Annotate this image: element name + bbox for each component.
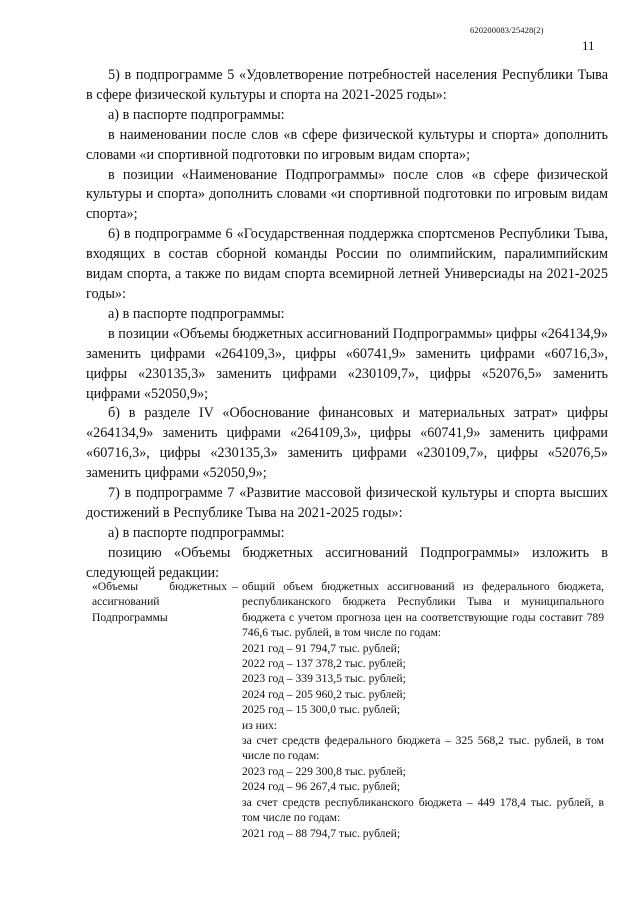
table-line: 2023 год – 339 313,5 тыс. рублей; [242,672,406,686]
table-line: из них: [242,718,278,732]
table-line: 2022 год – 137 378,2 тыс. рублей; [242,657,406,671]
paragraph-new-wording: позицию «Объемы бюджетных ассигнований Подпрограммы» изложить в следующей редакции: [86,544,608,581]
table-line: 2024 год – 205 960,2 тыс. рублей; [242,687,406,701]
document-code: 620200083/25428(2) [470,25,544,35]
table-line: 2021 год – 88 794,7 тыс. рублей; [242,826,401,840]
table-line: 2021 год – 91 794,7 тыс. рублей; [242,641,401,655]
paragraph-section-iv: б) в разделе IV «Обоснование финансовых и материальных затрат» цифры «264134,9» заменить цифрами «264109,3», цифры «60741,9» заменить цифрами «60716,3», цифры «230135,3» заменить цифрами «230109,7», цифры «52076,5» заменить цифрами «52050,9»; [86,405,608,482]
table-left-label: «Объемы бюджетных ассигнований Подпрограммы [92,580,227,624]
paragraph-allocation-figures: в позиции «Объемы бюджетных ассигнований Подпрограммы» цифры «264134,9» заменить цифрами «264109,3», цифры «60741,9» заменить цифрами «60716,3», цифры «230135,3» заменить цифрами «230109,7», цифры «52076,5» заменить цифрами «52050,9»; [86,325,608,402]
paragraph-item-6: 6) в подпрограмме 6 «Государственная поддержка спортсменов Республики Тыва, входящих в состав сборной команды России по олимпийским, паралимпийским видам спорта, а также по видам спорта всемирной летней Универсиады на 2021-2025 годы»: [86,226,608,302]
table-line: за счет средств федерального бюджета – 325 568,2 тыс. рублей, в том числе по годам: [242,734,604,763]
paragraph-item-5: 5) в подпрограмме 5 «Удовлетворение потребностей населения Республики Тыва в сфере физической культуры и спорта на 2021-2025 годы»: [86,67,608,103]
table-right-column [242,579,604,841]
table-line: 2024 год – 96 267,4 тыс. рублей; [242,780,401,794]
paragraph-passport-7: а) в паспорте подпрограммы: [108,524,285,541]
page-number: 11 [582,38,595,53]
table-line: общий объем бюджетных ассигнований из федерального бюджета, республиканского бюджета Республики Тыва и муниципального бюджета с учетом прогноза цен на соответствующие годы составит 789 746,6 тыс. рублей, в том числе по годам: [242,580,604,640]
table-line: за счет средств республиканского бюджета – 449 178,4 тыс. рублей, в том числе по годам: [242,795,604,825]
paragraph-passport-5: а) в паспорте подпрограммы: [108,106,285,123]
table-dash: – [232,580,238,593]
paragraph-naming-change: в наименовании после слов «в сфере физической культуры и спорта» дополнить словами «и спортивной подготовки по игровым видам спорта»; [86,126,608,163]
paragraph-item-7: 7) в подпрограмме 7 «Развитие массовой физической культуры и спорта высших достижений в Республике Тыва на 2021-2025 годы»: [86,485,608,521]
table-line: 2025 год – 15 300,0 тыс. рублей; [242,703,401,717]
paragraph-passport-6: а) в паспорте подпрограммы: [108,305,285,322]
document-body [86,66,608,584]
table-line: 2023 год – 229 300,8 тыс. рублей; [242,764,406,778]
paragraph-position-change: в позиции «Наименование Подпрограммы» после слов «в сфере физической культуры и спорта» дополнить словами «и спортивной подготовки по игровым видам спорта»; [86,166,608,223]
